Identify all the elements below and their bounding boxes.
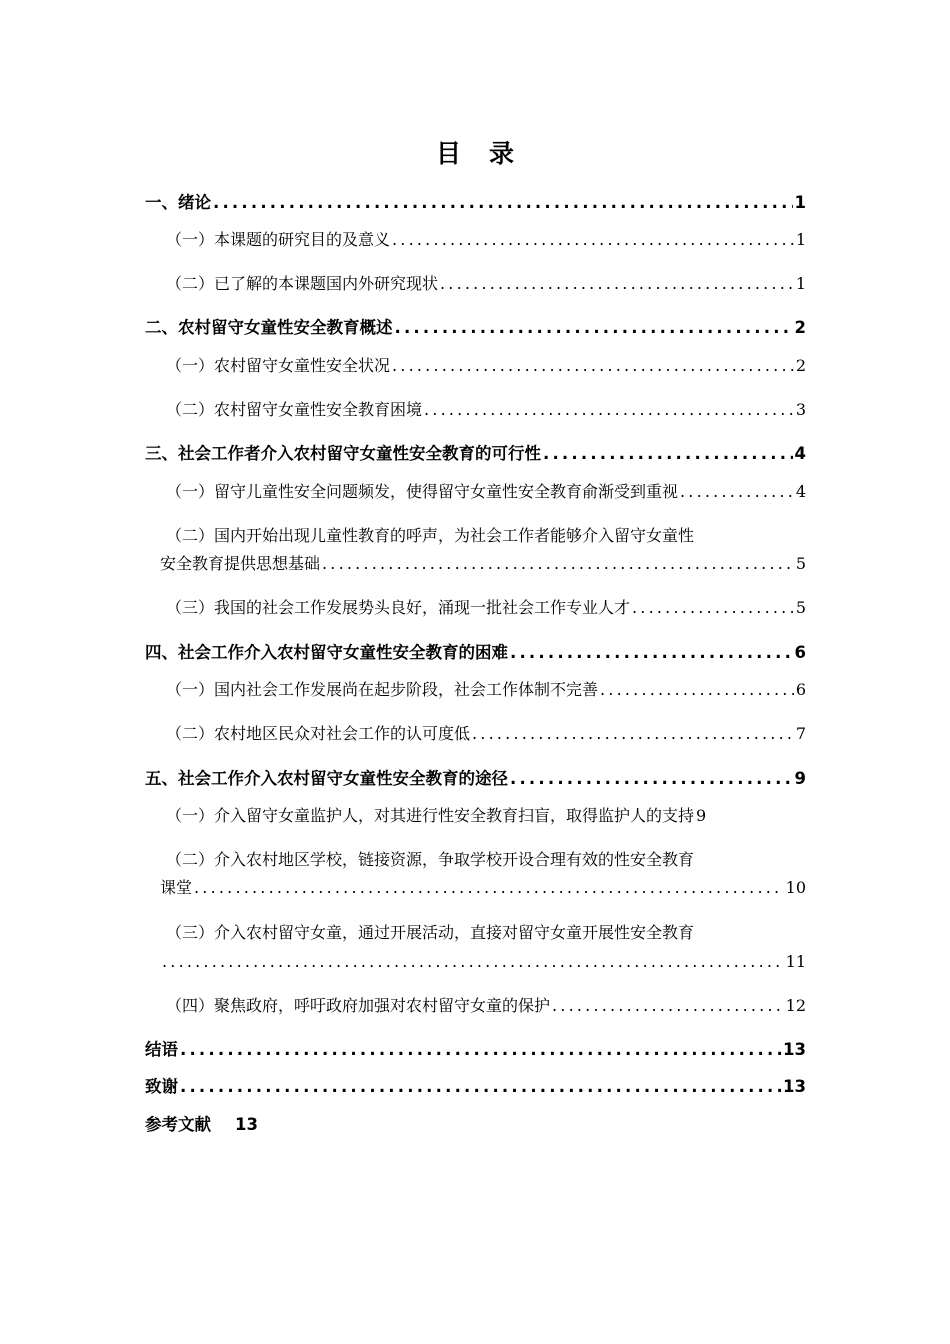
toc-page-number: 9 [794,769,806,788]
toc-page-number: 9 [696,806,707,825]
toc-entry-text: 课堂 [160,878,193,897]
dot-leader [178,1040,781,1060]
toc-entry-text: 结语 [145,1040,178,1059]
dot-leader [422,400,794,420]
toc-entry-text: （一）留守儿童性安全问题频发，使得留守女童性安全教育俞渐受到重视 [166,482,679,501]
dot-leader [192,878,784,898]
dot-leader [320,554,794,574]
toc-entry-text: 五、社会工作介入农村留守女童性安全教育的途径 [145,769,508,788]
dot-leader [393,318,793,338]
toc-entry-section-3-2[interactable] [160,554,806,574]
toc-page-number: 5 [795,554,806,573]
toc-entry-references[interactable] [145,1115,258,1135]
toc-entry-chapter-5[interactable] [145,769,806,789]
toc-entry-chapter-2[interactable] [145,318,806,338]
toc-entry-section-3-2-line-1[interactable]: （二）国内开始出现儿童性教育的呼声，为社会工作者能够介入留守女童性 [166,526,695,545]
toc-entry-text: （一）农村留守女童性安全状况 [166,356,391,375]
toc-page-number: 2 [794,318,806,337]
toc-entry-chapter-4[interactable] [145,643,806,663]
dot-leader [211,193,793,213]
toc-page-number: 1 [794,193,806,212]
toc-entry-section-4-1[interactable] [166,680,806,700]
toc-page-number: 10 [785,878,806,897]
dot-leader [541,444,793,464]
toc-entry-section-5-3[interactable] [160,952,806,972]
toc-entry-text: （一）本课题的研究目的及意义 [166,230,391,249]
toc-entry-text: 一、绪论 [145,193,211,212]
dot-leader [470,724,794,744]
toc-entry-text: 致谢 [145,1077,178,1096]
toc-entry-text: （一）介入留守女童监护人，对其进行性安全教育扫盲，取得监护人的支持 [166,806,695,825]
dot-leader [630,598,794,618]
toc-page-number: 2 [795,356,806,375]
toc-entry-section-5-3-line-1[interactable]: （三）介入农村留守女童，通过开展活动，直接对留守女童开展性安全教育 [166,923,695,942]
toc-entry-text: （二）农村地区民众对社会工作的认可度低 [166,724,471,743]
title-char-2: 录 [489,139,515,168]
toc-page-number: 4 [795,482,806,501]
toc-entry-text: （三）我国的社会工作发展势头良好，涌现一批社会工作专业人才 [166,598,631,617]
dot-leader [508,769,793,789]
toc-entry-section-5-2-line-1[interactable]: （二）介入农村地区学校，链接资源，争取学校开设合理有效的性安全教育 [166,850,695,869]
toc-entry-section-4-2[interactable] [166,724,806,744]
toc-entry-section-5-2[interactable] [160,878,806,898]
title-char-1: 目 [435,139,461,168]
toc-entry-text: 四、社会工作介入农村留守女童性安全教育的困难 [145,643,508,662]
dot-leader [438,274,794,294]
toc-entry-conclusion[interactable] [145,1040,806,1060]
toc-entry-section-5-1[interactable] [166,806,806,826]
toc-page-number: 1 [795,230,806,249]
toc-entry-text: （一）国内社会工作发展尚在起步阶段，社会工作体制不完善 [166,680,599,699]
page-title [0,134,950,170]
toc-entry-text: 安全教育提供思想基础 [160,554,321,573]
toc-entry-section-3-3[interactable] [166,598,806,618]
dot-leader [508,643,793,663]
toc-entry-text: （二）已了解的本课题国内外研究现状 [166,274,439,293]
dot-leader [178,1077,781,1097]
toc-page-number: 4 [794,444,806,463]
toc-entry-text: （二）农村留守女童性安全教育困境 [166,400,423,419]
toc-entry-text: （四）聚焦政府，呼吁政府加强对农村留守女童的保护 [166,996,551,1015]
toc-page-number: 13 [235,1115,258,1134]
toc-page-number: 13 [783,1040,806,1059]
toc-entry-acknowledgements[interactable] [145,1077,806,1097]
dot-leader [550,996,784,1016]
toc-page-number: 7 [795,724,806,743]
toc-entry-section-5-4[interactable] [166,996,806,1016]
toc-entry-section-2-2[interactable] [166,400,806,420]
dot-leader [390,356,794,376]
dot-leader [678,482,794,502]
toc-page-number: 1 [795,274,806,293]
toc-entry-text: 二、农村留守女童性安全教育概述 [145,318,393,337]
toc-entry-section-2-1[interactable] [166,356,806,376]
toc-page-number: 11 [785,952,806,971]
toc-entry-text: 参考文献 [145,1115,211,1134]
toc-page-number: 6 [795,680,806,699]
toc-entry-section-1-1[interactable] [166,230,806,250]
toc-page-number: 6 [794,643,806,662]
toc-page-number: 5 [795,598,806,617]
dot-leader [390,230,794,250]
toc-entry-chapter-1[interactable] [145,193,806,213]
toc-entry-chapter-3[interactable] [145,444,806,464]
toc-page-number: 12 [785,996,806,1015]
toc-entry-section-3-1[interactable] [166,482,806,502]
dot-leader [598,680,794,700]
toc-entry-text: 三、社会工作者介入农村留守女童性安全教育的可行性 [145,444,541,463]
toc-page-number: 13 [783,1077,806,1096]
toc-entry-section-1-2[interactable] [166,274,806,294]
toc-page-number: 3 [795,400,806,419]
dot-leader [160,952,784,972]
